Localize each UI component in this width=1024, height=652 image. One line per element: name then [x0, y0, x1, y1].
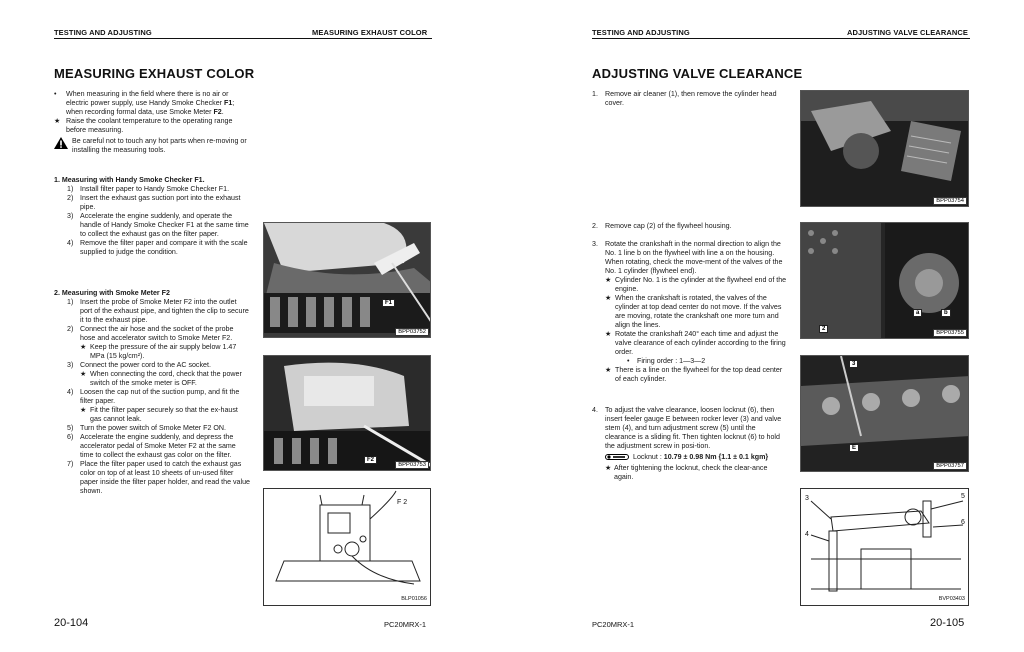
callout-e: E — [849, 444, 859, 452]
star-icon: ★ — [80, 370, 87, 378]
step-text: Install filter paper to Handy Smoke Checker F1. — [80, 185, 230, 193]
step-text: To adjust the valve clearance, loosen locknut (6), then insert feeler gauge E between rocker lever (3) and valve stem (4), and turn adjustment screw (5) until the clearance is a sliding fit. Then tighten locknut (6) to hold the adjustment screw in posi-tion. — [605, 406, 782, 450]
photo-code: BPP03754 — [933, 197, 967, 205]
intro-block — [54, 90, 250, 155]
right-header-rule — [592, 38, 970, 39]
step-text: Fit the filter paper securely so that the ex-haust gas cannot leak. — [90, 406, 238, 423]
final-note-text: After tightening the locknut, check the clear-ance again. — [614, 464, 768, 481]
step-number: 1) — [67, 298, 74, 306]
step-text: Remove the filter paper and compare it with the scale supplied to judge the condition. — [80, 239, 248, 256]
step-4-main — [592, 406, 787, 451]
right-page — [512, 0, 1024, 652]
section-2-steps — [54, 298, 250, 496]
step-item — [54, 388, 250, 406]
intro-text-part: . — [221, 108, 224, 116]
left-page-title: MEASURING EXHAUST COLOR — [54, 66, 255, 81]
valve-step-4 — [592, 406, 787, 482]
step-item — [54, 239, 250, 257]
left-header-section: TESTING AND ADJUSTING — [54, 28, 152, 37]
left-header-topic: MEASURING EXHAUST COLOR — [312, 28, 428, 37]
step-3-main — [592, 240, 787, 276]
step-item — [592, 294, 787, 330]
step-number: 2. — [592, 222, 598, 230]
star-icon: ★ — [605, 276, 612, 284]
step-text: Remove air cleaner (1), then remove the cylinder head cover. — [605, 90, 777, 107]
callout-3: 3 — [849, 360, 858, 368]
star-icon: ★ — [605, 464, 612, 472]
intro-text-part: When measuring in the field where there is no air or electric power supply, use Handy Smoke Checker — [66, 90, 229, 107]
step-text: Loosen the cap nut of the suction pump, and fit the filter paper. — [80, 388, 240, 405]
step-item — [54, 325, 250, 343]
step-item — [592, 276, 787, 294]
callout-f1: F1 — [382, 299, 395, 307]
torque-label: Locknut : — [633, 453, 664, 461]
step-note — [54, 343, 250, 361]
drawing-callout-f2: F 2 — [397, 499, 408, 506]
callout-2: 2 — [819, 325, 828, 333]
star-icon: ★ — [605, 330, 612, 338]
star-icon: ★ — [605, 294, 612, 302]
step-text: Accelerate the engine suddenly, and depress the accelerator pedal of Smoke Meter F2 at the same time to collect the exhaust gas color on the filter. — [80, 433, 236, 459]
valve-step-2 — [592, 222, 787, 231]
valve-step-3 — [592, 240, 787, 384]
label-3: 3 — [805, 495, 809, 502]
step-item — [54, 361, 250, 370]
star-icon: ★ — [80, 343, 87, 351]
step-number: 4. — [592, 406, 598, 414]
section-2-heading: 2. Measuring with Smoke Meter F2 — [54, 289, 170, 297]
star-icon: ★ — [54, 117, 61, 125]
intro-star-note — [54, 117, 250, 135]
section-1 — [54, 176, 250, 257]
star-icon: ★ — [605, 366, 612, 374]
photo-smoke-meter — [263, 355, 431, 471]
drawing-smoke-meter — [263, 488, 431, 606]
bullet-marker: • — [54, 90, 57, 98]
intro-star-text: Raise the coolant temperature to the operating range before measuring. — [66, 117, 233, 134]
step-text: There is a line on the flywheel for the top dead center of each cylinder. — [615, 366, 783, 383]
step-item — [54, 424, 250, 433]
step-item — [592, 330, 787, 357]
step-number: 3. — [592, 240, 598, 248]
step-text: Insert the probe of Smoke Meter F2 into the outlet port of the exhaust pipe, and tighten the clip to secure it to the exhaust pipe. — [80, 298, 249, 324]
drawing-rocker-lever — [800, 488, 969, 606]
step-number: 1) — [67, 185, 74, 193]
step-number: 1. — [592, 90, 598, 98]
step-number: 2) — [67, 194, 74, 202]
caution-text: Be careful not to touch any hot parts when re-moving or installing the measuring tools. — [72, 137, 247, 154]
valve-step-1 — [592, 90, 787, 108]
step-number: 4) — [67, 239, 74, 247]
right-page-number: 20-105 — [930, 617, 965, 629]
photo-engine-air-cleaner — [800, 90, 969, 207]
star-icon: ★ — [80, 406, 87, 414]
tool-code-f1: F1 — [223, 99, 233, 107]
step-3-notes — [592, 276, 787, 384]
step-item — [54, 460, 250, 496]
photo-valve-adjustment — [800, 355, 969, 472]
section-2 — [54, 289, 250, 496]
step-text: Insert the exhaust gas suction port into the exhaust pipe. — [80, 194, 241, 211]
step-text: Accelerate the engine suddenly, and operate the handle of Handy Smoke Checker F1 at the same time to collect the exhaust gas on the filter paper. — [80, 212, 249, 238]
step-number: 3) — [67, 361, 74, 369]
step-text: Keep the pressure of the air supply below 1.47 MPa (15 kg/cm²). — [90, 343, 237, 360]
torque-spec — [592, 453, 787, 464]
callout-b: b — [941, 309, 951, 317]
photo-flywheel-housing — [800, 222, 969, 339]
right-header-topic: ADJUSTING VALVE CLEARANCE — [847, 28, 968, 37]
intro-bullet — [54, 90, 250, 117]
right-model-number: PC20MRX-1 — [592, 620, 635, 629]
step-item — [54, 433, 250, 460]
step-text: Rotate the crankshaft 240° each time and adjust the valve clearance of each cylinder according to the firing order. — [615, 330, 786, 356]
step-note — [54, 370, 250, 388]
step-number: • — [627, 357, 630, 365]
step-text: Rotate the crankshaft in the normal direction to align the No. 1 line b on the flywheel with line a on the housing. When rotating, check the move-ment of the valves of the No. 1 cylinder (flywheel end). — [605, 240, 783, 275]
step-number: 2) — [67, 325, 74, 333]
step-number: 4) — [67, 388, 74, 396]
step-text: Place the filter paper used to catch the exhaust gas color on top of at least 10 sheets of un-used filter paper inside the filter paper holder, and read the value shown. — [80, 460, 250, 495]
step-text: Cylinder No. 1 is the cylinder at the flywheel end of the engine. — [615, 276, 787, 293]
step-item — [592, 366, 787, 384]
step-text: Firing order : 1—3—2 — [637, 357, 706, 365]
photo-code: BPP03757 — [933, 462, 967, 470]
step-number: 6) — [67, 433, 74, 441]
step-note — [592, 357, 787, 366]
tool-code-f2: F2 — [213, 108, 222, 116]
step-text: When connecting the cord, check that the power switch of the smoke meter is OFF. — [90, 370, 242, 387]
right-page-title: ADJUSTING VALVE CLEARANCE — [592, 66, 803, 81]
final-note — [592, 464, 787, 482]
warning-icon — [54, 137, 72, 155]
step-item — [54, 185, 250, 194]
photo-code: BPP03752 — [395, 328, 429, 336]
intro-bullet-text — [66, 90, 250, 117]
caution-note — [54, 137, 250, 155]
label-4: 4 — [805, 531, 809, 538]
left-header-rule — [54, 38, 432, 39]
step-note — [54, 406, 250, 424]
left-model-number: PC20MRX-1 — [384, 620, 427, 629]
drawing-code: BVP03403 — [938, 596, 965, 602]
wrench-icon — [605, 453, 633, 464]
drawing-code: BLP01056 — [401, 596, 427, 602]
callout-f2: F2 — [364, 456, 377, 464]
step-text: Turn the power switch of Smoke Meter F2 ON. — [80, 424, 226, 432]
intro-text-part: ; when recording formal data, use Smoke Meter — [66, 99, 235, 116]
section-1-steps — [54, 185, 250, 257]
torque-value: 10.79 ± 0.98 Nm {1.1 ± 0.1 kgm} — [663, 453, 769, 461]
photo-code: BPP03753 — [395, 461, 429, 469]
step-text: Connect the power cord to the AC socket. — [80, 361, 211, 369]
step-number: 5) — [67, 424, 74, 432]
step-number: 3) — [67, 212, 74, 220]
callout-a: a — [913, 309, 922, 317]
photo-handy-smoke-checker — [263, 222, 431, 338]
left-page-number: 20-104 — [54, 617, 89, 629]
right-header-section: TESTING AND ADJUSTING — [592, 28, 690, 37]
section-1-heading: 1. Measuring with Handy Smoke Checker F1. — [54, 176, 205, 184]
label-5: 5 — [961, 493, 965, 500]
step-text: Remove cap (2) of the flywheel housing. — [605, 222, 732, 230]
step-number: 7) — [67, 460, 74, 468]
step-item — [54, 298, 250, 325]
label-6: 6 — [961, 519, 965, 526]
step-item — [54, 194, 250, 212]
photo-code: BPP03755 — [933, 329, 967, 337]
step-item — [54, 212, 250, 239]
step-text: Connect the air hose and the socket of the probe hose and accelerator switch to Smoke Meter F2. — [80, 325, 234, 342]
step-text: When the crankshaft is rotated, the valves of the cylinder at top dead center do not move. If the valves are moving, rotate the crankshaft one more turn and align the lines. — [615, 294, 782, 329]
